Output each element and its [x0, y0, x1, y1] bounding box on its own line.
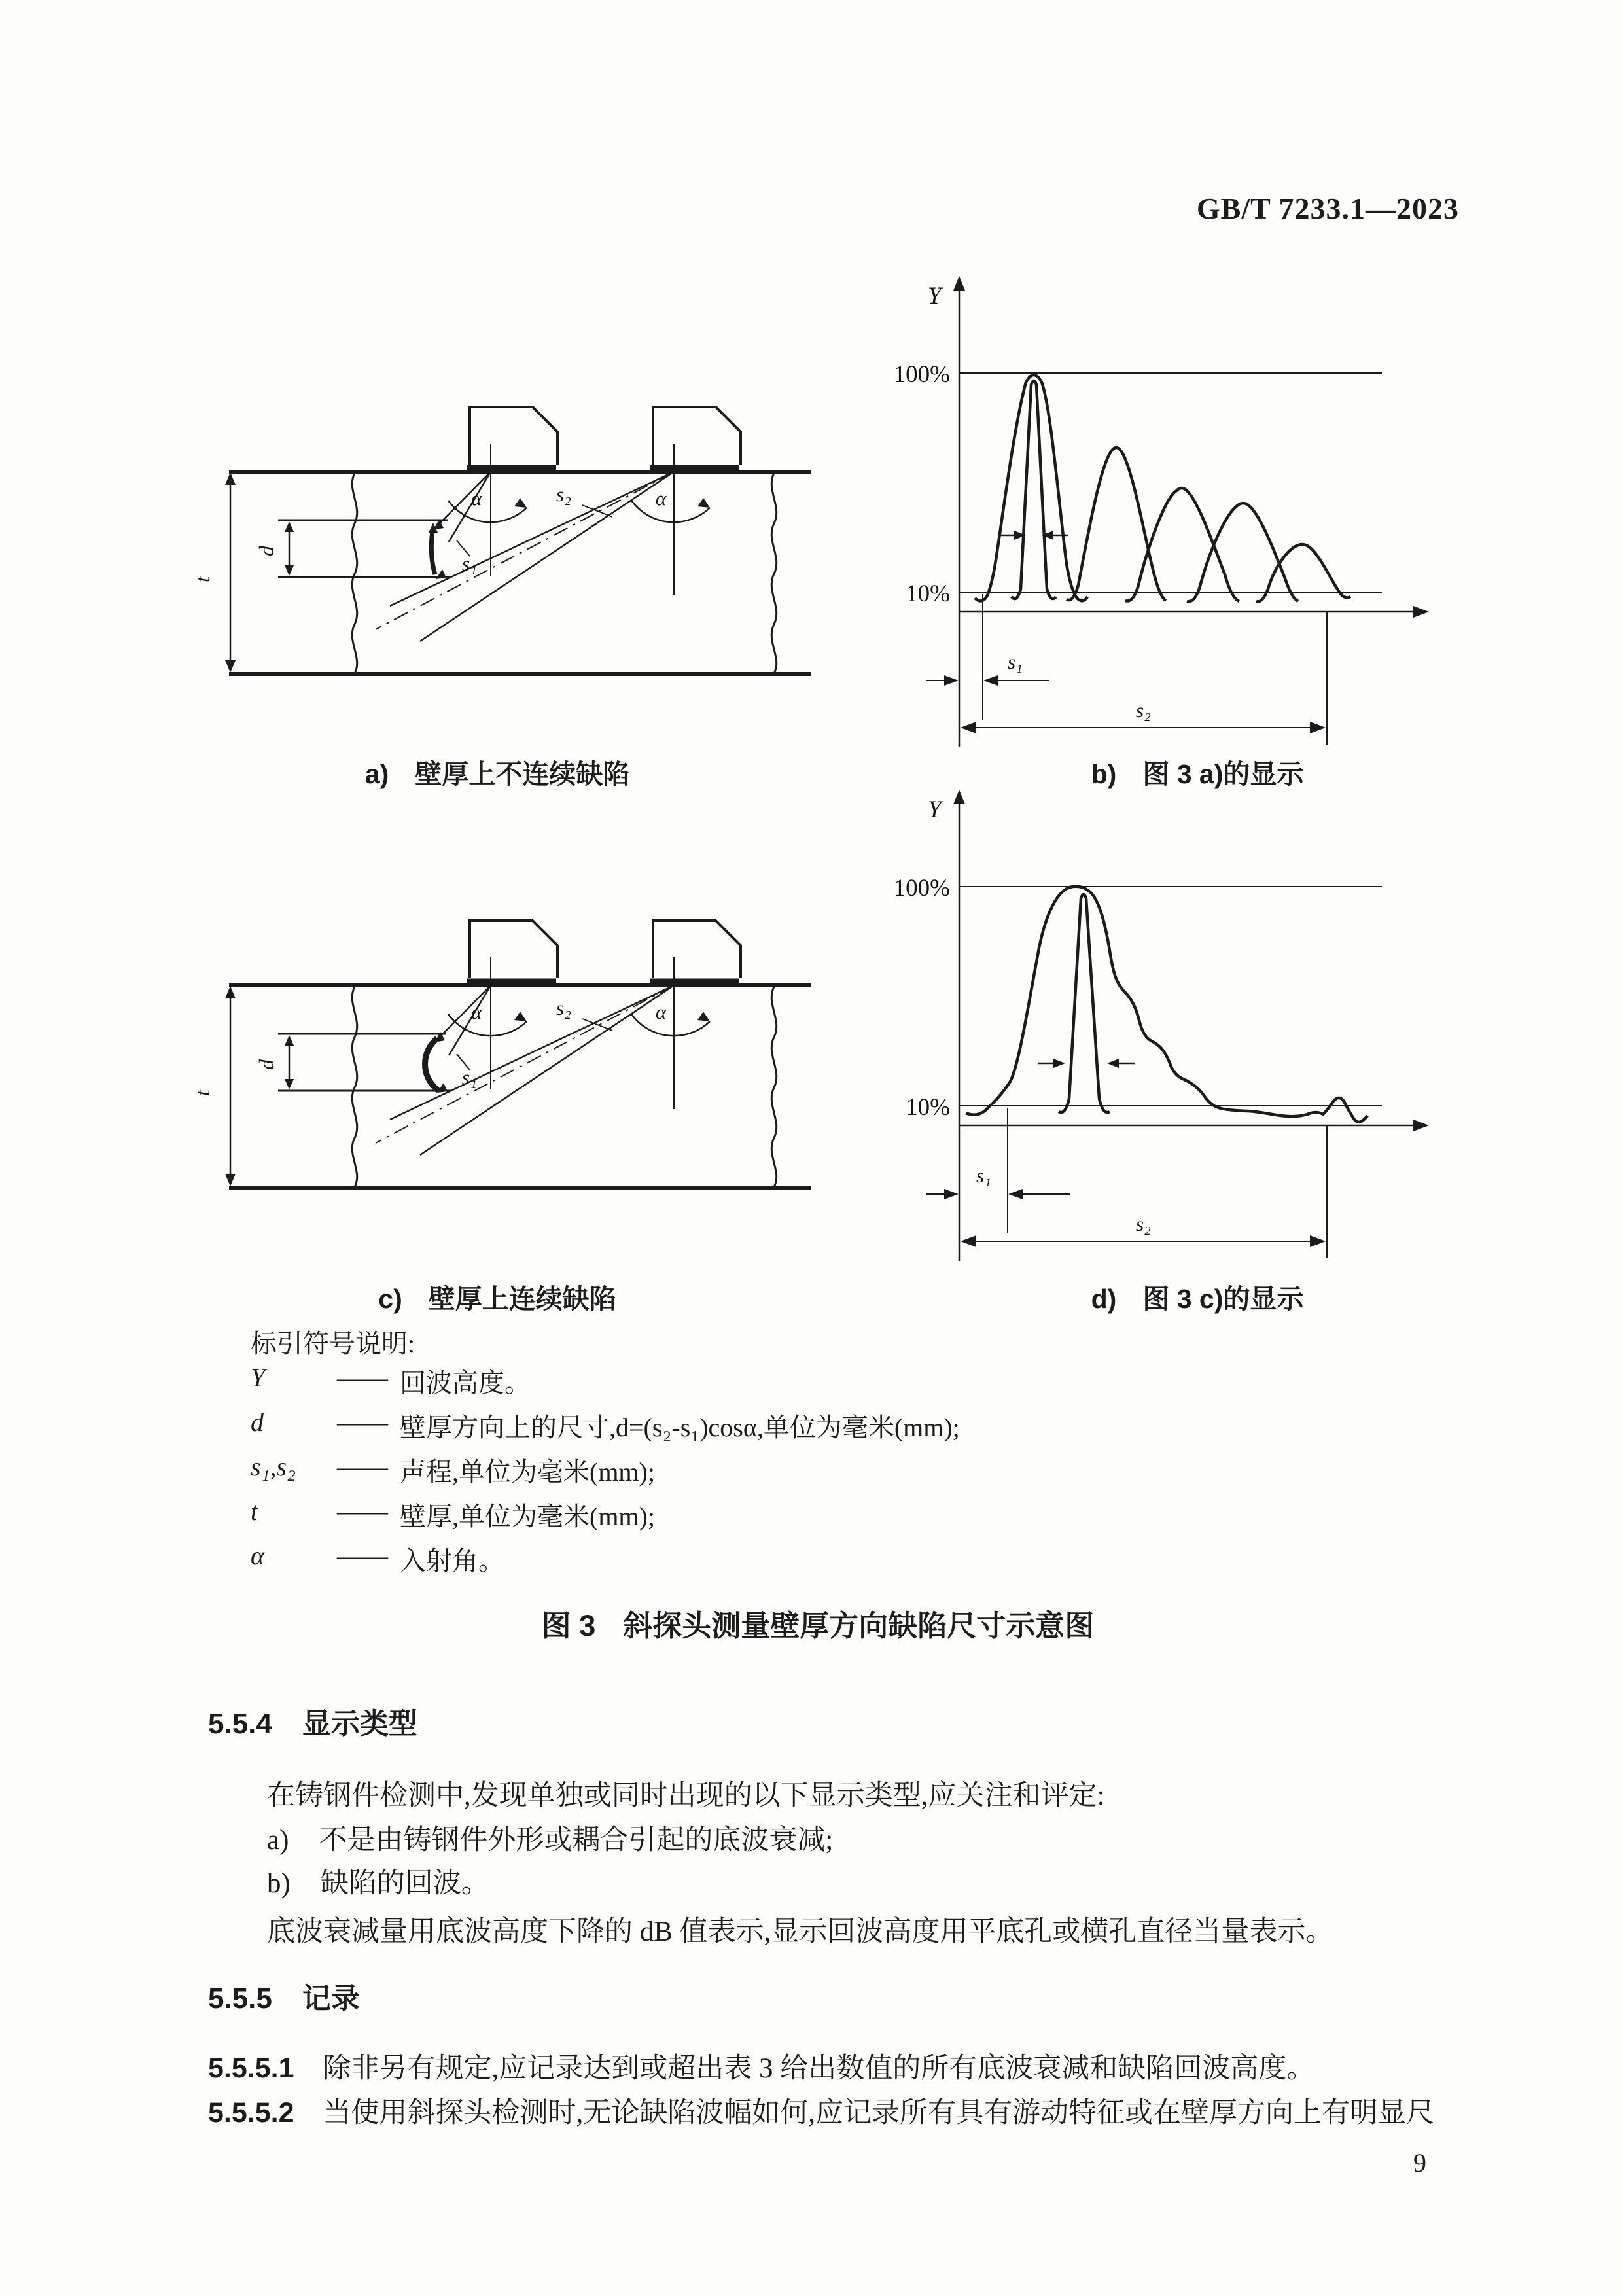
caption-c [190, 1277, 805, 1316]
label-10pct: 10% [906, 580, 950, 607]
label-s1: s₁ [462, 1066, 477, 1089]
legend-list [251, 1362, 1402, 1585]
dimension-s1 [926, 1108, 1070, 1233]
figure-title [196, 1602, 1439, 1644]
dimension-t [225, 472, 236, 673]
label-d: d [255, 546, 278, 556]
beam-1 [433, 472, 491, 542]
legend-symbol: d [251, 1407, 264, 1437]
dimension-t [225, 986, 236, 1186]
peak-width-arrows [1000, 531, 1068, 540]
legend-desc: 入射角。 [400, 1546, 504, 1576]
probe-2-icon [650, 921, 741, 981]
legend-row-alpha [251, 1540, 1402, 1585]
legend-dash: —— [337, 1407, 387, 1437]
heading-title: 显示类型 [302, 1708, 417, 1740]
item-marker: a) [267, 1825, 289, 1856]
clause-number: 5.5.5.2 [208, 2097, 294, 2128]
beam-2 [376, 985, 674, 1155]
clause-5-5-5-2 [208, 2093, 1464, 2134]
echo-peaks [975, 375, 1350, 601]
echo-display-diagram-d [851, 775, 1472, 1286]
defect-continuous [425, 1038, 439, 1091]
legend-desc: 壁厚,单位为毫米(mm); [400, 1502, 655, 1531]
probe-1-icon [467, 407, 557, 468]
echo-display-diagram-b [851, 262, 1472, 772]
legend-row-d [251, 1407, 1402, 1451]
label-10pct: 10% [906, 1094, 950, 1121]
legend-dash: —— [337, 1541, 387, 1570]
label-s1: s₁ [462, 552, 477, 575]
defect-discontinuous [429, 523, 438, 574]
legend-desc: 声程,单位为毫米(mm); [400, 1457, 655, 1487]
legend-heading: 标引符号说明: [251, 1329, 415, 1358]
caption-d-marker: d) [1091, 1284, 1117, 1314]
label-alpha-1: α [471, 1000, 482, 1023]
legend-row-s [251, 1451, 1402, 1496]
dimension-s2 [961, 612, 1327, 745]
dimension-s1 [926, 594, 1049, 720]
legend-dash: —— [337, 1496, 387, 1526]
label-alpha-1: α [471, 487, 482, 510]
clause-text: 除非另有规定,应记录达到或超出表 3 给出数值的所有底波衰减和缺陷回波高度。 [323, 2053, 1315, 2084]
legend-desc: 壁厚方向上的尺寸,d=(s₂-s₁)cosα,单位为毫米(mm); [400, 1413, 960, 1442]
page-number: 9 [1413, 2148, 1426, 2178]
label-s2: s₂ [1136, 1212, 1151, 1235]
probe-2-icon [650, 407, 741, 468]
caption-d [887, 1277, 1508, 1316]
paragraph-closing: 底波衰减量用底波高度下降的 dB 值表示,显示回波高度用平底孔或横孔直径当量表示。 [267, 1916, 1334, 1947]
legend-dash: —— [337, 1363, 387, 1392]
label-s1: s₁ [1008, 650, 1023, 673]
beam-1 [434, 985, 491, 1055]
caption-a-text: 壁厚上不连续缺陷 [415, 759, 630, 789]
legend-symbol: α [251, 1541, 264, 1570]
heading-number: 5.5.5 [208, 1983, 272, 2015]
legend-row-t [251, 1496, 1402, 1540]
legend-desc: 回波高度。 [400, 1368, 531, 1398]
standard-code: GB/T 7233.1—2023 [1196, 192, 1459, 225]
list-item-b [267, 1863, 1438, 1904]
item-text: 不是由铸钢件外形或耦合引起的底波衰减; [319, 1825, 834, 1856]
legend-symbol: s₁,s₂ [251, 1452, 296, 1481]
item-text: 缺陷的回波。 [320, 1868, 489, 1899]
label-d: d [255, 1059, 278, 1070]
caption-a-marker: a) [364, 759, 389, 789]
probe-1-icon [467, 921, 557, 981]
label-s2: s₂ [556, 997, 571, 1019]
caption-b-text: 图 3 a)的显示 [1142, 759, 1304, 789]
label-100pct: 100% [893, 875, 950, 902]
break-line-left [352, 473, 357, 673]
break-line-right [771, 987, 777, 1187]
figure-title-prefix: 图 3 [541, 1609, 596, 1642]
heading-number: 5.5.4 [208, 1708, 272, 1740]
caption-b-marker: b) [1091, 759, 1117, 789]
heading-5-5-4 [208, 1700, 417, 1742]
label-alpha-2: α [656, 487, 667, 510]
heading-title: 记录 [302, 1983, 360, 2015]
label-t: t [190, 576, 214, 582]
list-item-a [267, 1820, 1438, 1861]
caption-d-text: 图 3 c)的显示 [1142, 1284, 1304, 1314]
paragraph-intro: 在铸钢件检测中,发现单独或同时出现的以下显示类型,应关注和评定: [267, 1780, 1105, 1811]
item-marker: b) [267, 1868, 291, 1899]
cross-section-diagram-a [190, 366, 818, 739]
clause-text: 当使用斜探头检测时,无论缺陷波幅如何,应记录所有具有游动特征或在壁厚方向上有明显尺 [323, 2098, 1434, 2128]
heading-5-5-5 [208, 1975, 360, 2017]
label-y-axis: Y [928, 796, 942, 823]
caption-c-marker: c) [378, 1284, 402, 1314]
cross-section-diagram-c [190, 880, 818, 1253]
label-s2: s₂ [1136, 699, 1151, 722]
caption-c-text: 壁厚上连续缺陷 [428, 1284, 616, 1314]
label-s1: s₁ [976, 1164, 991, 1187]
break-line-right [771, 473, 777, 673]
beam-2 [376, 472, 674, 641]
label-s2: s₂ [556, 483, 571, 506]
label-alpha-2: α [656, 1000, 667, 1023]
clause-number: 5.5.5.1 [208, 2053, 294, 2084]
legend-symbol: Y [251, 1363, 266, 1392]
label-t: t [190, 1090, 214, 1096]
legend-symbol: t [251, 1496, 258, 1526]
legend-row-y [251, 1362, 1402, 1407]
label-y-axis: Y [928, 283, 942, 309]
legend-dash: —— [337, 1452, 387, 1481]
label-100pct: 100% [893, 361, 950, 388]
figure-title-text: 斜探头测量壁厚方向缺陷尺寸示意图 [623, 1609, 1095, 1642]
dimension-d [278, 520, 451, 577]
caption-a [190, 752, 805, 791]
echo-trace [966, 887, 1367, 1122]
break-line-left [352, 987, 357, 1187]
peak-width-arrows [1038, 1059, 1135, 1068]
clause-5-5-5-1 [208, 2048, 1451, 2089]
